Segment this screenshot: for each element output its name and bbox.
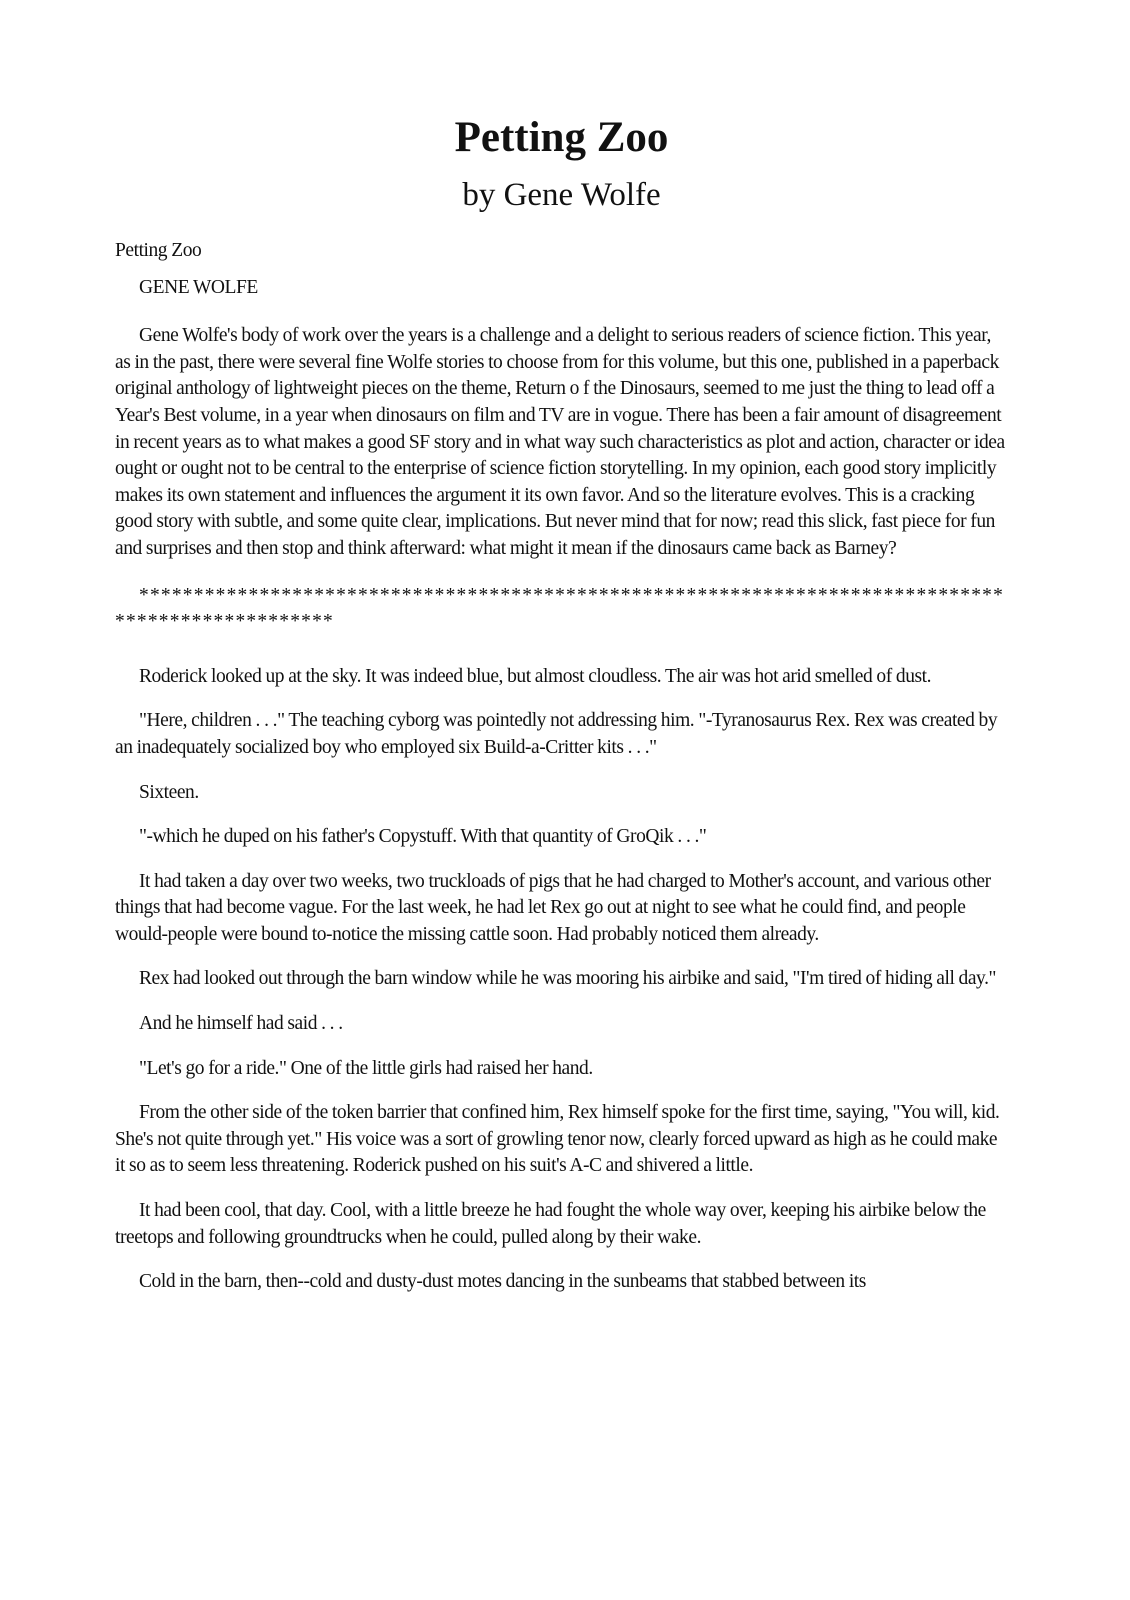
story-paragraph: And he himself had said . . . — [139, 1013, 343, 1035]
story-paragraph: From the other side of the token barrier that confined him, Rex himself spoke for the first time, saying, "You will, kid. She's not quite through yet." His voice was a sort of growling tenor now, clearly forced upward as high as he could make it so as to seem less threatening. Roderick pushed on his suit's A-C and shivered a little. — [115, 1102, 1000, 1177]
story-paragraph: It had been cool, that day. Cool, with a little breeze he had fought the whole way over, keeping his airbike below the treetops and following groundtrucks when he could, pulled along by their wake. — [115, 1200, 986, 1248]
story-paragraph: It had taken a day over two weeks, two truckloads of pigs that he had charged to Mother's account, and various other things that had become vague. For the last week, he had let Rex go out at night to see what he could find, and people would-people were bound to-notice the missing cattle soon. Had probably noticed them already. — [115, 870, 991, 945]
intro-paragraph: Gene Wolfe's body of work over the years is a challenge and a delight to serious readers of science fiction. This year, as in the past, there were several fine Wolfe stories to choose from for this volume, but this one, published in a paperback original anthology of lightweight pieces on the theme, Return o f the Dinosaurs, seemed to me just the thing to lead off a Year's Best volume, in a year when dinosaurs on film and TV are in vogue. There has been a fair amount of disagreement in recent years as to what makes a good SF story and in what way such characteristics as plot and action, character or idea ought or ought not to be central to the enterprise of science fiction storytelling. In my opinion, each good story implicitly makes its own statement and influences the argument it its own favor. And so the literature evolves. This is a cracking good story with subtle, and some quite clear, implications. But never mind that for now; read this slick, fast piece for fun and surprises and then stop and think afterward: what might it mean if the dinosaurs came back as Barney? — [115, 325, 1005, 559]
story-byline: by Gene Wolfe — [462, 177, 661, 213]
story-paragraph: "Let's go for a ride." One of the little girls had raised her hand. — [139, 1057, 593, 1079]
story-paragraph: Cold in the barn, then--cold and dusty-dust motes dancing in the sunbeams that stabbed between its — [139, 1271, 866, 1293]
header-title: Petting Zoo — [115, 240, 202, 261]
story-paragraph: Roderick looked up at the sky. It was indeed blue, but almost cloudless. The air was hot arid smelled of dust. — [139, 665, 932, 687]
header-author: GENE WOLFE — [139, 276, 258, 298]
story-body — [115, 238, 1008, 1296]
story-paragraph: Rex had looked out through the barn window while he was mooring his airbike and said, "I'm tired of hiding all day." — [139, 968, 997, 990]
story-title: Petting Zoo — [454, 114, 669, 161]
story-paragraph: Sixteen. — [139, 781, 199, 803]
story-paragraph: "-which he duped on his father's Copystuff. With that quantity of GroQik . . ." — [139, 826, 707, 848]
section-separator: *************************************************************************************************** — [115, 584, 1005, 633]
story-paragraph: "Here, children . . ." The teaching cyborg was pointedly not addressing him. "-Tyranosaurus Rex. Rex was created by an inadequately socialized boy who employed six Build-a-Critter kits . . ." — [115, 710, 998, 758]
